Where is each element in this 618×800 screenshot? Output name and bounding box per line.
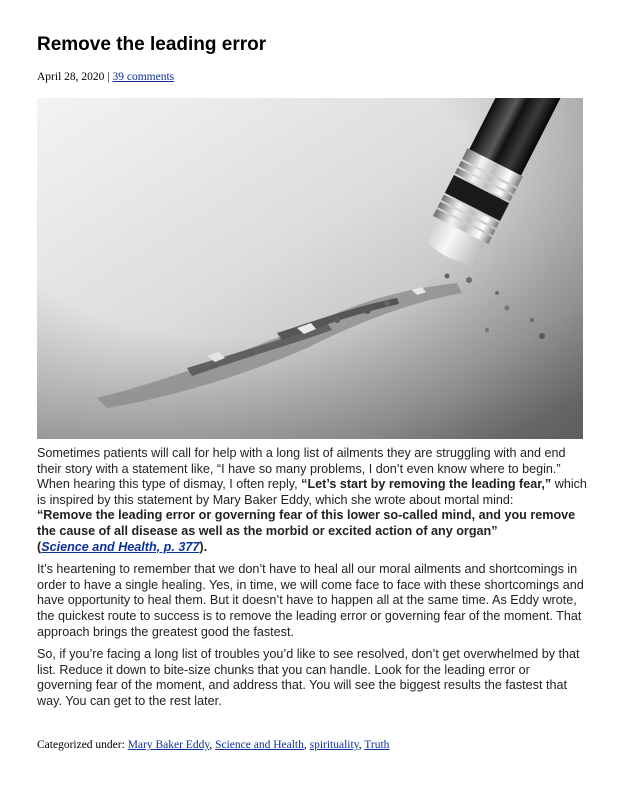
paragraph-2-start: When hearing this type of dismay, I often reply, — [37, 477, 298, 492]
meta-separator: | — [107, 71, 110, 83]
categories-label: Categorized under: — [37, 739, 125, 751]
post-date: April 28, 2020 — [37, 71, 105, 83]
quote-close: ). — [199, 539, 208, 554]
category-link-truth[interactable]: Truth — [364, 739, 390, 751]
quote-text: “Remove the leading error or governing fear of this lower so-called mind, and you remove the cause of all disease as well as the morbid or excited action of any organ” — [37, 508, 576, 538]
category-separator: , — [209, 739, 213, 751]
quote-open-paren: ( — [37, 539, 42, 554]
paragraph-2-end: which is inspired by this statement by Mary Baker Eddy, which she wrote about mortal mind: — [37, 477, 587, 507]
paragraph-2 — [37, 477, 587, 508]
pencil-eraser-illustration — [37, 98, 583, 439]
comments-link[interactable]: 39 comments — [112, 71, 175, 83]
category-link-mary-baker-eddy[interactable]: Mary Baker Eddy — [127, 739, 210, 751]
pencil-eraser-image — [37, 98, 583, 439]
category-link-science-and-health[interactable]: Science and Health — [215, 739, 304, 751]
category-separator: , — [358, 739, 362, 751]
category-separator: , — [303, 739, 307, 751]
leading-fear-phrase: “Let’s start by removing the leading fear,” — [301, 477, 552, 492]
post-title: Remove the leading error — [37, 34, 267, 55]
post-meta — [37, 71, 174, 83]
citation-link[interactable]: Science and Health, p. 377 — [41, 539, 200, 554]
post-body — [37, 446, 587, 710]
categories — [37, 739, 389, 751]
paragraph-1: Sometimes patients will call for help with a long list of ailments they are struggling with and end their story with a statement like, “I have so many problems, I don’t even know where to begin.” — [37, 446, 566, 476]
eddy-quote — [37, 508, 587, 555]
paragraph-4: So, if you’re facing a long list of troubles you’d like to see resolved, don’t get overwhelmed by that list. Reduce it down to bite-size chunks that you can handle. Look for the leading error or governing fear of the moment, and address that. You will see the biggest results the fastest that way. You can get to the rest later. — [37, 647, 580, 708]
paragraph-3: It’s heartening to remember that we don’t have to heal all our moral ailments and shortcomings in order to have a single healing. Yes, in time, we will come face to face with these shortcomings and have opportunity to heal them. But it doesn’t have to happen all at the same time. As Eddy wrote, the quickest route to success is to remove the leading error or governing fear of the moment. That approach brings the greatest good the fastest. — [37, 562, 584, 639]
category-link-spirituality[interactable]: spirituality — [309, 739, 359, 751]
